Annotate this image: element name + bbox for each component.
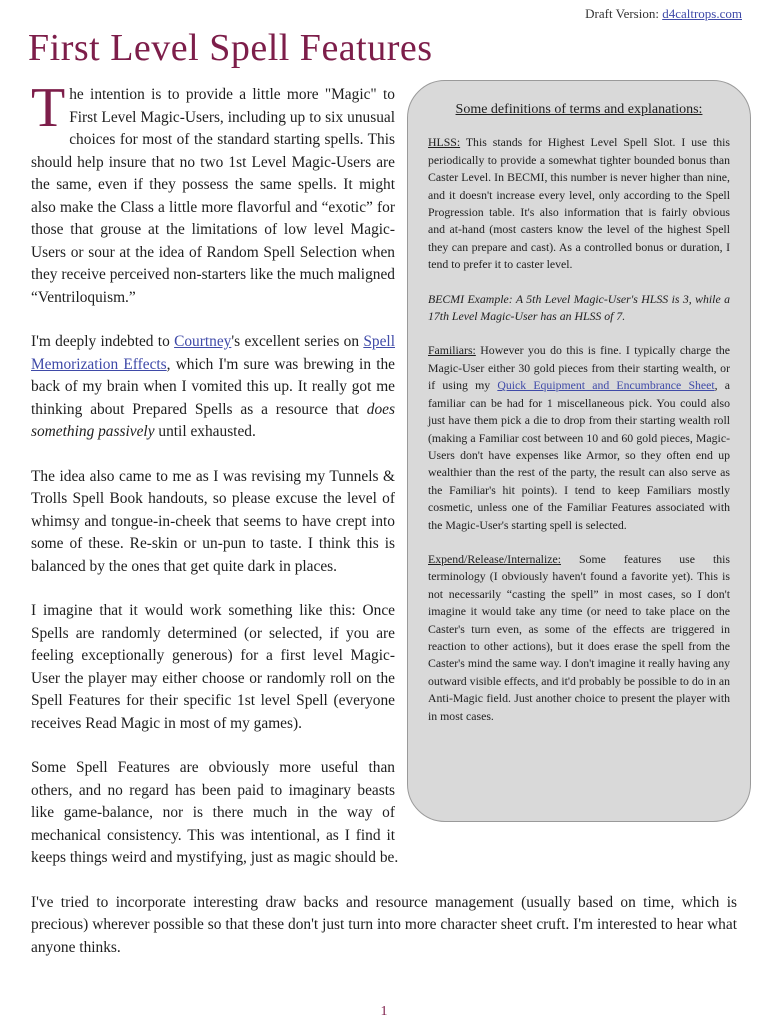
text-span: I'm deeply indebted to [31,333,175,350]
expend-text: Some features use this terminology (I obviously haven't found a favorite yet). This is not necessarily “casting the spell” in most cases, so I don't imagine it would take any time (or need to take place on the Caster's turn even, as some of the effects are triggered in reaction to other actions), but it does erase the spell from the Caster's mind the same way. I don't imagine it really having any outward visible effects, and it'd probably be possible to do in an Anti-Magic field. Just another choice to present the player with in most cases. [428,551,730,723]
equipment-sheet-link[interactable]: Quick Equipment and Encumbrance Sheet [497,378,715,393]
paragraph-features: Some Spell Features are obviously more useful than others, and no regard has been paid to imaginary beasts like game-balance, nor is there much in the way of mechanical consistency. This was intentional, as I find it keeps things weird and mystifying, just as magic should be. [31,759,399,866]
hlss-text: This stands for Highest Level Spell Slot. I use this periodically to provide a somewhat tighter bounded bonus than Caster Level. In BECMI, this number is never higher than nine, and it doesn't increase every level, only according to the Spell Progression table. It's also information that is fairly obvious and at-hand (most casters know the level of the highest Spell they can prepare and cast). As a controlled bonus or duration, I tend to prefer it to caster level. [428,135,730,272]
hlss-definition [428,134,730,273]
drop-cap: T [31,77,66,139]
familiars-definition [428,342,730,533]
hlss-term: HLSS: [428,135,461,150]
paragraph-drawbacks: I've tried to incorporate interesting draw backs and resource management (usually based on time, which is precious) wherever possible so that these don't just turn into more character sheet cruft. I'm interested to hear what anyone thinks. [31,893,737,956]
text-span: until exhausted. [154,423,256,440]
definitions-sidebar [407,80,751,822]
becmi-example [428,291,730,326]
draft-version-label: Draft Version: [585,6,659,21]
page-number: 1 [380,1004,388,1019]
emphasis-text: does something passively [31,400,395,440]
familiars-text-b: , a familiar can be had for 1 miscellaneous pick. You could also just have them pick a die to drop from their starting wealth roll (making a Familiar cost between 10 and 60 gold pieces, Magic-Users don't have expenses like Armor, so they often end up wealthier than the rest of the party, the result can also serve as the Familiar's hit points). I tend to keep Familiars mostly cosmetic, unless one of the Familiar Features associated with the Magic-User's starting spell is selected. [428,378,730,532]
expend-term: Expend/Release/Internalize: [428,551,561,566]
courtney-link[interactable]: Courtney [174,333,232,350]
becmi-example-text: BECMI Example: A 5th Level Magic-User's HLSS is 3, while a 17th Level Magic-User has an HLSS of 7. [428,291,730,324]
paragraph-imagine: I imagine that it would work something like this: Once Spells are randomly determined (or selected, if you are feeling exceptionally generous) for a first level Magic-User the player may either choose or randomly roll on the Spell Features for their specific 1st level Spell (everyone receives Read Magic in most of my games). [31,602,395,732]
main-text [31,77,737,981]
expend-definition [428,551,730,725]
spell-memorization-link[interactable]: Spell Memorization Effects [31,333,395,373]
familiars-text-a: However you do this is fine. I typically charge the Magic-User either 30 gold pieces from their starting wealth, or if using my [428,343,730,393]
familiars-term: Familiars: [428,343,476,358]
draft-version [585,6,742,22]
page-title: First Level Spell Features [28,27,433,69]
draft-version-link[interactable]: d4caltrops.com [662,6,742,21]
paragraph-intro-text: he intention is to provide a little more "Magic" to First Level Magic-Users, including up to six unusual choices for most of the standard starting spells. This should help insure that no two 1st Level Magic-Users are the same, even if they possess the same spells. It might also make the Class a little more flavorful and “exotic” for those that grouse at the limitations of low level Magic-Users or sour at the idea of Random Spell Selection when they receive perceived non-starters like the much maligned “Ventriloquism.” [31,86,395,306]
paragraph-idea: The idea also came to me as I was revising my Tunnels & Trolls Spell Book handouts, so please excuse the level of whimsy and tongue-in-cheek that seems to have crept into some of these. Re-skin or un-pun to taste. I think this is balanced by the ones that get quite dark in places. [31,467,395,575]
text-span: 's excellent series on [231,333,364,350]
text-span: , which I'm sure was brewing in the back of my brain when I vomited this up. It really got me thinking about Prepared Spells as a resource that [31,355,396,418]
sidebar-heading: Some definitions of terms and explanations: [455,102,703,117]
